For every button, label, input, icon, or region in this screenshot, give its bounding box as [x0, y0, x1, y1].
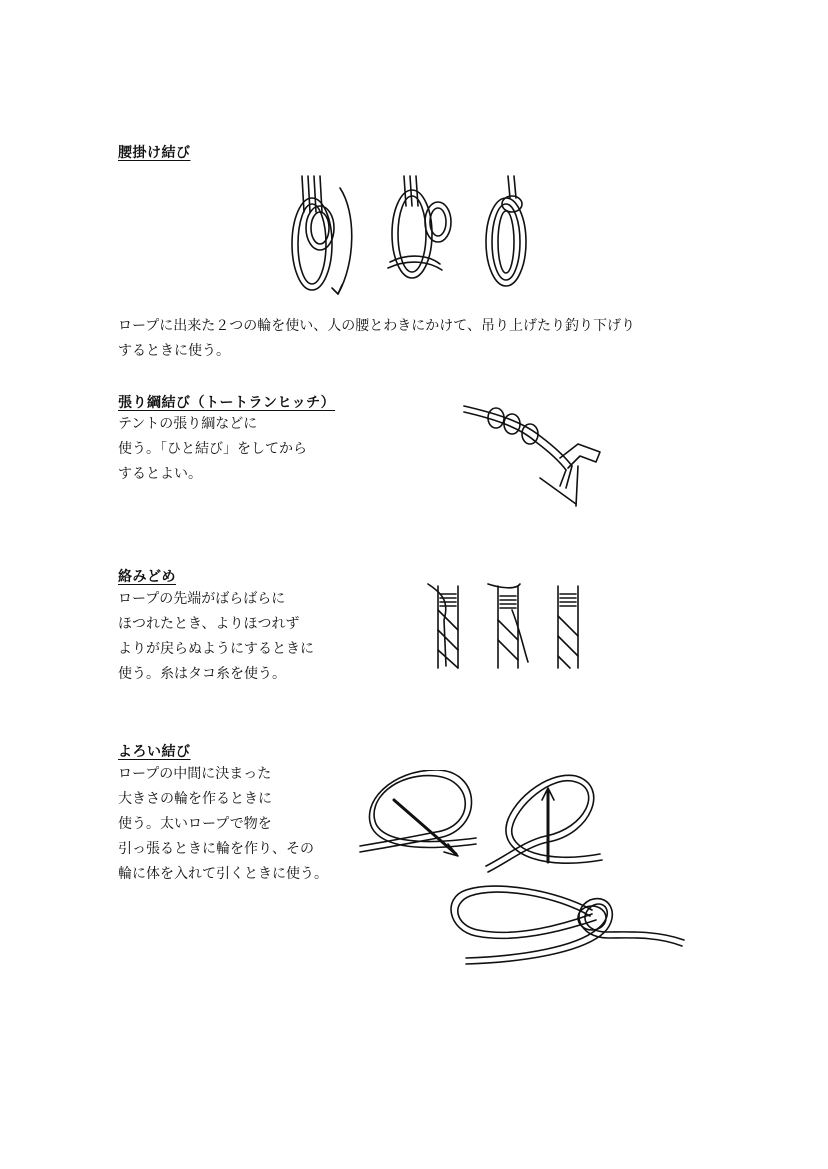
section-title-koshikake: 腰掛け結び [118, 145, 191, 161]
text-line: 大きさの輪を作るときに [118, 791, 272, 807]
harizuna-knot-illustration [460, 396, 610, 508]
text-line: するとよい。 [118, 466, 202, 482]
text-line: ほつれたとき、よりほつれず [118, 616, 300, 632]
text-line: テントの張り綱などに [118, 416, 258, 432]
text-line: 輪に体を入れて引くときに使う。 [118, 866, 328, 882]
section-text-harizuna [118, 412, 307, 487]
section-title-karamidome: 絡みどめ [118, 569, 176, 585]
koshikake-knot-illustration [280, 172, 540, 302]
text-line: 使う。糸はタコ糸を使う。 [118, 666, 286, 682]
section-title-harizuna: 張り綱結び（トートランヒッチ） [118, 395, 336, 411]
yoroi-knot-illustration [356, 770, 690, 966]
text-line: 使う。「ひと結び」をしてから [118, 441, 307, 457]
text-line: ロープの中間に決まった [118, 766, 272, 782]
section-text-koshikake [118, 314, 635, 364]
text-line: ロープに出来た２つの輪を使い、人の腰とわきにかけて、吊り上げたり釣り下げり [118, 318, 636, 334]
section-text-yoroi [118, 762, 328, 887]
text-line: よりが戻らぬようにするときに [118, 641, 314, 657]
text-line: 引っ張るときに輪を作り、その [118, 841, 314, 857]
text-line: するときに使う。 [118, 343, 230, 359]
text-line: 使う。太いロープで物を [118, 816, 272, 832]
text-line: ロープの先端がばらばらに [118, 591, 286, 607]
section-text-karamidome [118, 587, 314, 687]
karamidome-whipping-illustration [420, 580, 590, 672]
section-title-yoroi: よろい結び [118, 744, 191, 760]
